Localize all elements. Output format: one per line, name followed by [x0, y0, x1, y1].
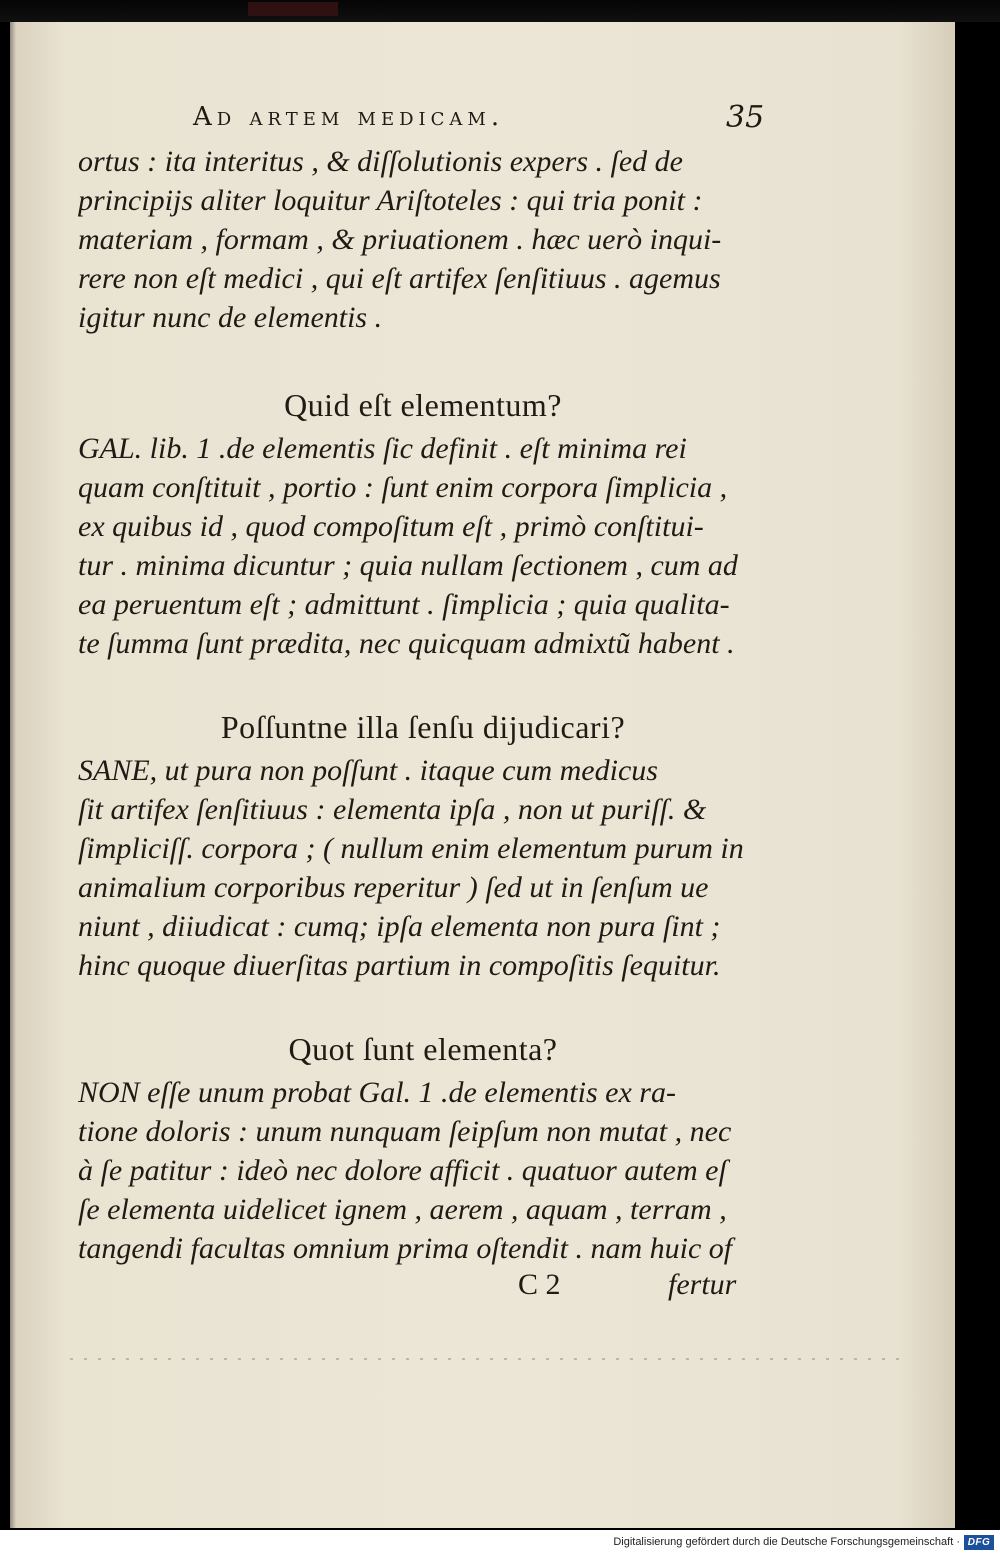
section-heading: Quot ſunt elementa?	[288, 1031, 558, 1067]
text-line: igitur nunc de elementis .	[78, 301, 383, 334]
book-page	[10, 22, 955, 1528]
section-quid-est-elementum	[78, 385, 768, 663]
text-line: tione doloris : unum nunquam ſeipſum non mutat , nec	[78, 1115, 732, 1148]
text-line: SANE, ut pura non poſſunt . itaque cum medicus	[78, 754, 658, 787]
stitch-trace	[70, 1358, 900, 1360]
text-line: animalium corporibus reperitur ) ſed ut in ſenſum ue	[78, 871, 709, 904]
section-possuntne	[78, 707, 768, 985]
text-line: hinc quoque diuerſitas partium in compoſitis ſequitur.	[78, 949, 721, 982]
text-line: NON eſſe unum probat Gal. 1 .de elementis ex ra-	[78, 1076, 676, 1109]
section-quot-sunt-elementa	[78, 1029, 768, 1268]
text-block	[78, 92, 768, 1308]
text-line: rere non eſt medici , qui eſt artifex ſenſitiuus . agemus	[78, 262, 721, 295]
text-line: ea peruentum eſt ; admittunt . ſimplicia ; quia qualita-	[78, 588, 730, 621]
running-title: Ad artem medicam.	[193, 102, 505, 132]
text-line: ſe elementa uidelicet ignem , aerem , aquam , terram ,	[78, 1193, 727, 1226]
text-line: niunt , diiudicat : cumq; ipſa elementa non pura ſint ;	[78, 910, 721, 943]
section-heading: Quid eſt elementum?	[284, 387, 562, 423]
top-binding-strip	[0, 0, 1000, 22]
dfg-logo: DFG	[964, 1535, 994, 1550]
text-line: ex quibus id , quod compoſitum eſt , primò conſtitui-	[78, 510, 704, 543]
page-number: 35	[726, 100, 765, 135]
text-line: quam conſtituit , portio : ſunt enim corpora ſimplicia ,	[78, 471, 728, 504]
text-line: ortus : ita interitus , & diſſolutionis expers . ſed de	[78, 145, 683, 178]
page-gutter-shadow	[10, 22, 16, 1528]
section-intro	[78, 142, 768, 337]
text-line: tur . minima dicuntur ; quia nullam ſectionem , cum ad	[78, 549, 738, 582]
text-line: tangendi facultas omnium prima oſtendit . nam huic of	[78, 1232, 733, 1265]
section-heading: Poſſuntne illa ſenſu dijudicari?	[220, 709, 626, 745]
text-line: ſit artifex ſenſitiuus : elementa ipſa , non ut puriſſ. &	[78, 793, 707, 826]
text-line: GAL. lib. 1 .de elementis ſic definit . eſt minima rei	[78, 432, 687, 465]
right-margin-background	[955, 22, 1000, 1530]
text-line: te ſumma ſunt prædita, nec quicquam admixtũ habent .	[78, 627, 735, 660]
text-line: materiam , formam , & priuationem . hæc uerò inqui-	[78, 223, 722, 256]
catchword: fertur	[668, 1268, 737, 1301]
running-head	[78, 92, 768, 142]
text-line: principijs aliter loquitur Ariſtoteles : qui tria ponit :	[78, 184, 703, 217]
credit-text: Digitalisierung gefördert durch die Deutsche Forschungsgemeinschaft ·	[613, 1536, 960, 1548]
credit-bar	[0, 1530, 1000, 1556]
binding-spot	[248, 2, 338, 16]
text-line: ſimpliciſſ. corpora ; ( nullum enim elementum purum in	[78, 832, 744, 865]
text-line: à ſe patitur : ideò nec dolore afficit . quatuor autem eſ	[78, 1154, 727, 1187]
signature-mark: C 2	[518, 1268, 561, 1301]
page-footer	[78, 1268, 768, 1308]
